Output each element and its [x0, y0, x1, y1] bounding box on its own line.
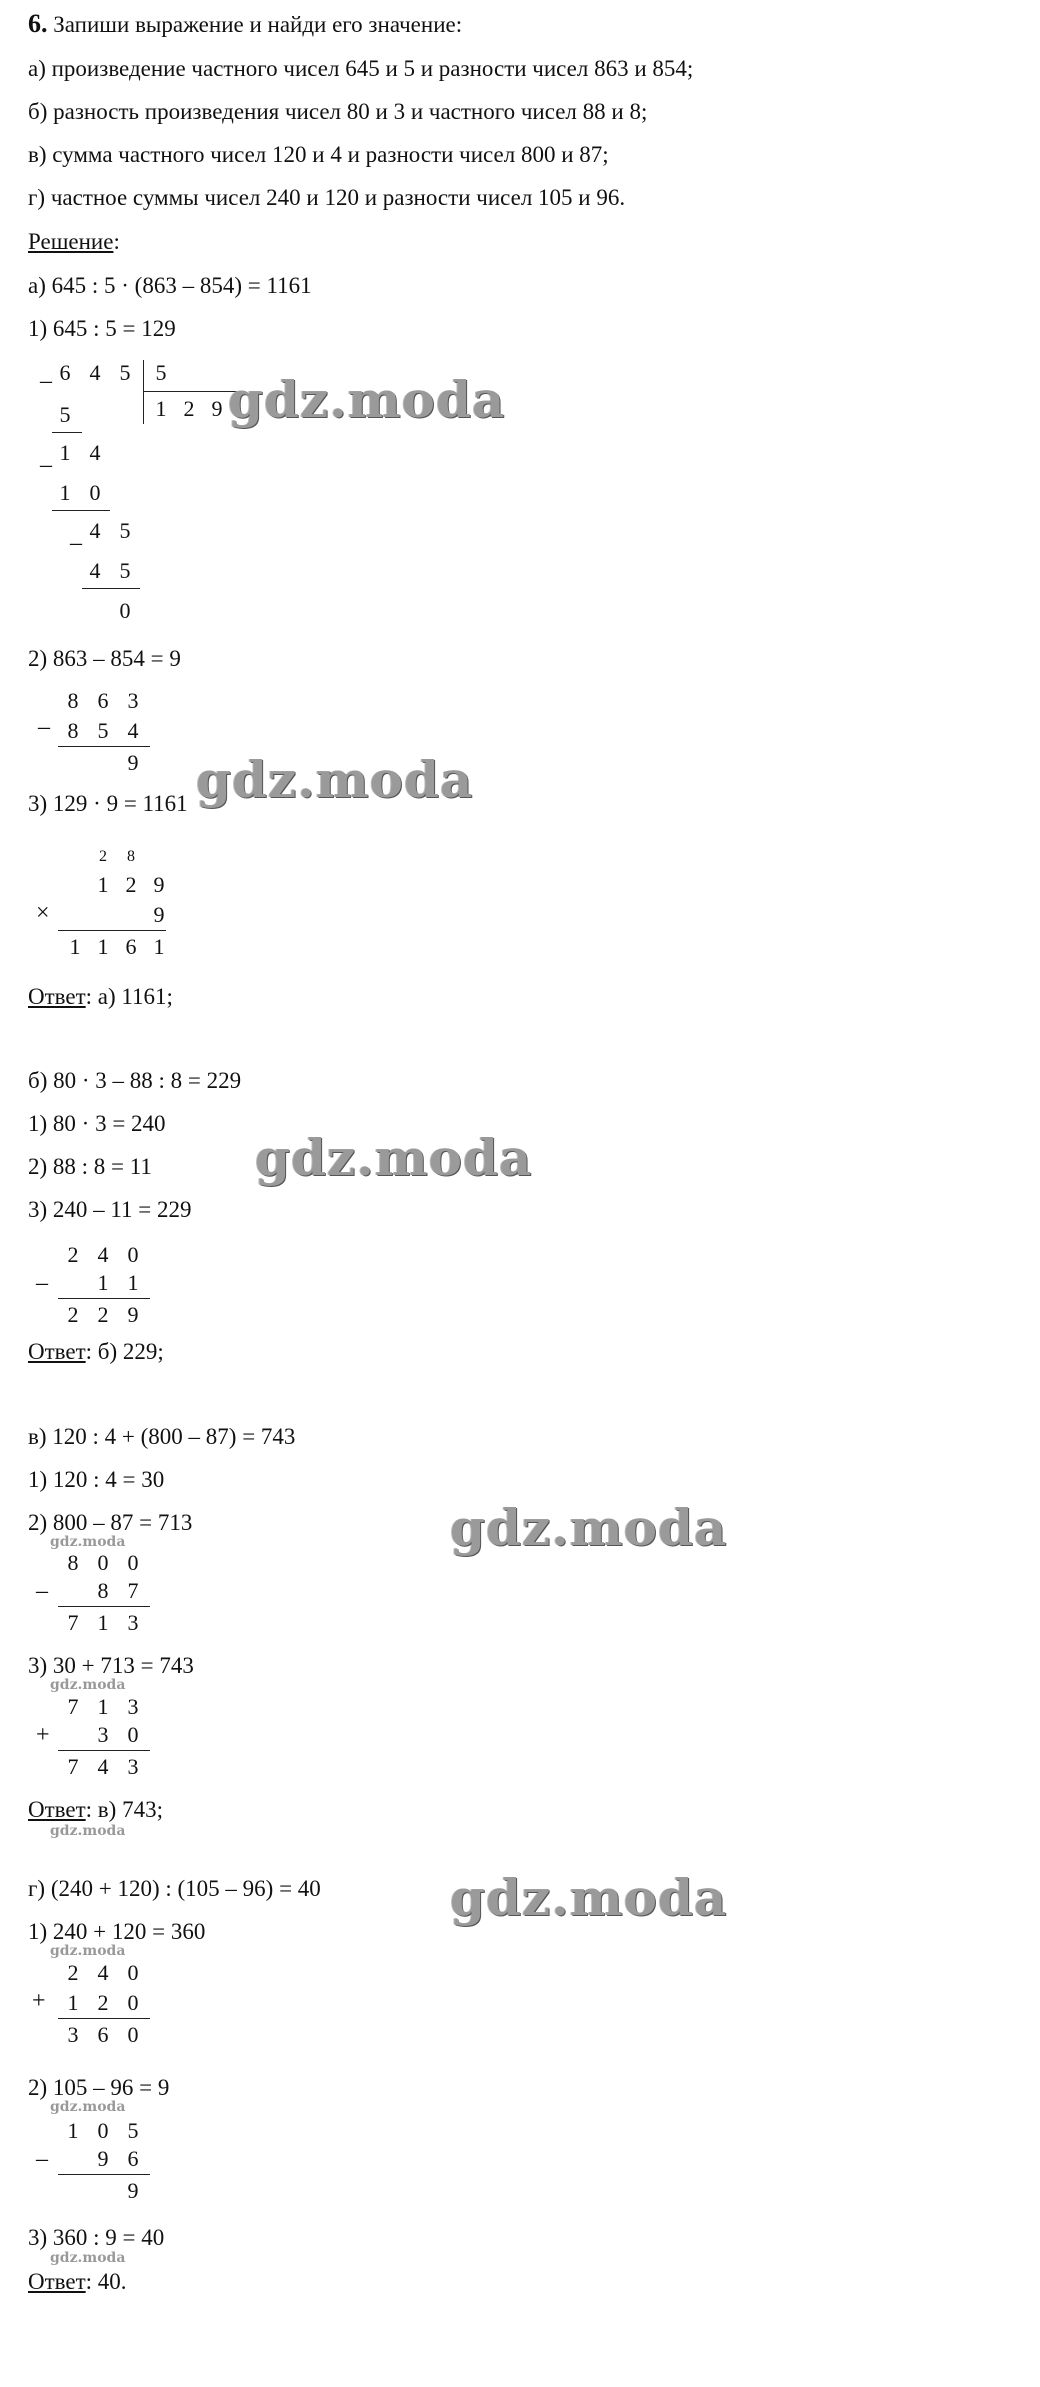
task-header — [28, 10, 462, 39]
a-expression: а) 645 : 5 · (863 – 854) = 1161 — [28, 273, 312, 298]
watermark-1: gdz.moda — [228, 370, 506, 429]
watermark-small-3: gdz.moda — [50, 1823, 126, 1839]
g-answer: Ответ: 40. — [28, 2269, 127, 2294]
b-expression: б) 80 · 3 – 88 : 8 = 229 — [28, 1068, 242, 1093]
task-item-g: г) частное суммы чисел 240 и 120 и разности чисел 105 и 96. — [28, 185, 626, 210]
task-item-b: б) разность произведения чисел 80 и 3 и частного чисел 88 и 8; — [28, 99, 648, 124]
watermark-3: gdz.moda — [255, 1128, 533, 1187]
watermark-small-6: gdz.moda — [50, 2250, 126, 2266]
watermark-5: gdz.moda — [450, 1868, 728, 1927]
a-answer: Ответ: а) 1161; — [28, 984, 173, 1009]
v-step-3: 3) 30 + 713 = 743 — [28, 1653, 194, 1678]
solution-heading: Решение: — [28, 229, 120, 254]
watermark-small-5: gdz.moda — [50, 2099, 126, 2115]
watermark-small-4: gdz.moda — [50, 1943, 126, 1959]
watermark-small-2: gdz.moda — [50, 1677, 126, 1693]
a-step-3: 3) 129 · 9 = 1161 — [28, 791, 188, 816]
g-step-3: 3) 360 : 9 = 40 — [28, 2225, 165, 2250]
b-step-3: 3) 240 – 11 = 229 — [28, 1197, 192, 1222]
g-step-2: 2) 105 – 96 = 9 — [28, 2075, 170, 2100]
v-step-1: 1) 120 : 4 = 30 — [28, 1467, 165, 1492]
b-answer: Ответ: б) 229; — [28, 1339, 164, 1364]
task-number: 6. — [28, 9, 48, 38]
v-answer: Ответ: в) 743; — [28, 1797, 163, 1822]
watermark-2: gdz.moda — [196, 750, 474, 809]
task-prompt: Запиши выражение и найди его значение: — [53, 12, 463, 37]
g-step-1: 1) 240 + 120 = 360 — [28, 1919, 206, 1944]
task-item-v: в) сумма частного чисел 120 и 4 и разности чисел 800 и 87; — [28, 142, 609, 167]
b-step-2: 2) 88 : 8 = 11 — [28, 1154, 152, 1179]
watermark-4: gdz.moda — [450, 1498, 728, 1557]
a-step-1: 1) 645 : 5 = 129 — [28, 316, 176, 341]
a-step-2: 2) 863 – 854 = 9 — [28, 646, 181, 671]
v-step-2: 2) 800 – 87 = 713 — [28, 1510, 193, 1535]
v-expression: в) 120 : 4 + (800 – 87) = 743 — [28, 1424, 296, 1449]
g-expression: г) (240 + 120) : (105 – 96) = 40 — [28, 1876, 321, 1901]
b-step-1: 1) 80 · 3 = 240 — [28, 1111, 166, 1136]
task-item-a: а) произведение частного чисел 645 и 5 и разности чисел 863 и 854; — [28, 56, 694, 81]
watermark-small-1: gdz.moda — [50, 1534, 126, 1550]
